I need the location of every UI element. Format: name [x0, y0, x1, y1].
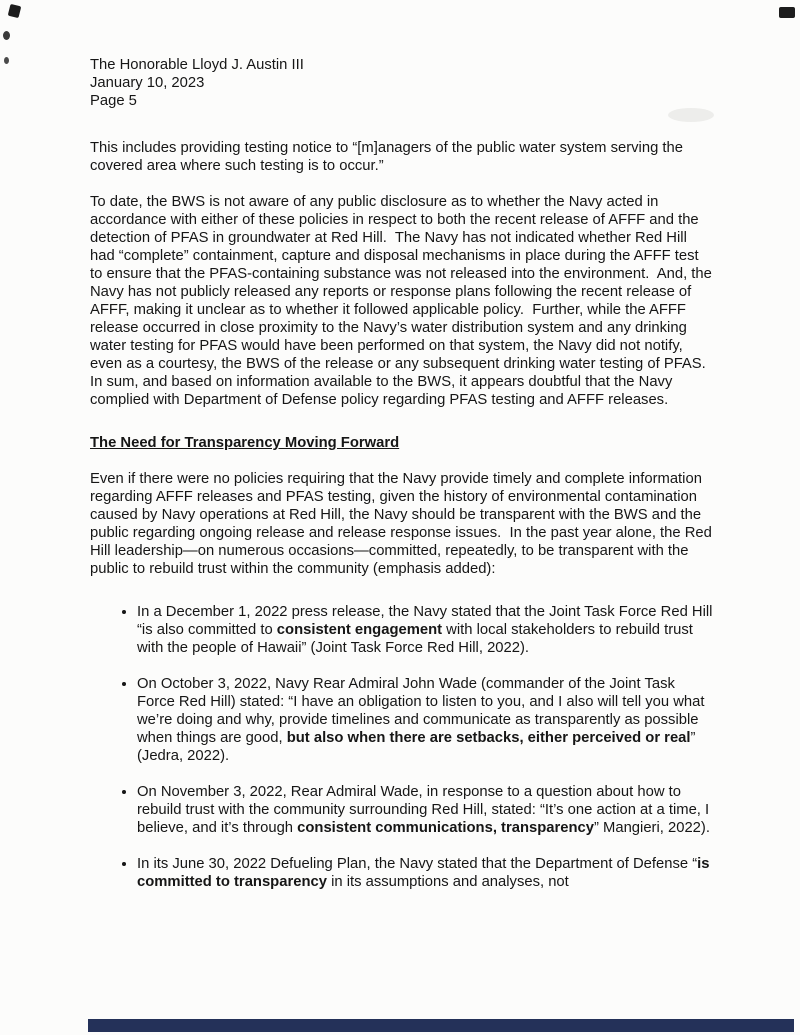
paragraph-testing-notice: This includes providing testing notice to “[m]anagers of the public water system serving the covered area where such testing is to occur.”	[90, 140, 688, 174]
letter-header	[90, 56, 714, 110]
page-number: Page 5	[90, 93, 137, 109]
scan-artifact-bottom-bar	[88, 1019, 794, 1032]
bullet-item-defueling-plan: • In its June 30, 2022 Defueling Plan, the Navy stated that the Department of Defense “is committed to transparency in its assumptions and analyses, not	[137, 855, 714, 891]
bullet-item-wade-november: • On November 3, 2022, Rear Admiral Wade, in response to a question about how to rebuild trust with the community surrounding Red Hill, stated: “It’s one action at a time, I believe, and it’s through consistent communications, transparency” Mangieri, 2022).	[137, 783, 714, 837]
date-line: January 10, 2023	[90, 75, 205, 91]
paragraph-bws-disclosure: To date, the BWS is not aware of any public disclosure as to whether the Navy acted in accordance with either of these policies in respect to both the recent release of AFFF and the detection of PFAS in groundwater at Red Hill. The Navy has not indicated whether Red Hill had “complete” containment, capture and disposal mechanisms in place during the AFFF test to ensure that the PFAS-containing substance was not released into the environment. And, the Navy has not publicly released any reports or response plans following the recent release of AFFF, making it unclear as to whether it followed applicable policy. Further, while the AFFF release occurred in close proximity to the Navy’s water distribution system and any drinking water testing for PFAS would have been performed on that system, the Navy did not notify, even as a courtesy, the BWS of the release or any subsequent drinking water testing of PFAS. In sum, and based on information available to the BWS, it appears doubtful that the Navy complied with Department of Defense policy regarding PFAS testing and AFFF releases.	[90, 194, 716, 408]
bullet-item-wade-october: • On October 3, 2022, Navy Rear Admiral John Wade (commander of the Joint Task Force Red Hill) stated: “I have an obligation to listen to you, and I also will tell you what we’re doing and why, provide timelines and communicate as transparently as possible when things are good, but also when there are setbacks, either perceived or real” (Jedra, 2022).	[137, 675, 714, 765]
paragraph-transparency-intro: Even if there were no policies requiring that the Navy provide timely and complete information regarding AFFF releases and PFAS testing, given the history of environmental contamination caused by Navy operations at Red Hill, the Navy should be transparent with the BWS and the public regarding ongoing release and release response issues. In the past year alone, the Red Hill leadership—on numerous occasions—committed, repeatedly, to be transparent with the public to rebuild trust within the community (emphasis added):	[90, 471, 716, 577]
recipient-line: The Honorable Lloyd J. Austin III	[90, 57, 304, 73]
scan-artifact-left-edge-2	[4, 57, 9, 64]
scan-artifact-top-right	[779, 7, 795, 18]
section-heading: The Need for Transparency Moving Forward	[90, 435, 400, 451]
bullet-list	[90, 603, 717, 891]
bullet-item-press-release: • In a December 1, 2022 press release, the Navy stated that the Joint Task Force Red Hill “is also committed to consistent engagement with local stakeholders to rebuild trust with the people of Hawaii” (Joint Task Force Red Hill, 2022).	[137, 603, 714, 657]
letter-content	[90, 56, 717, 891]
scan-artifact-top-left	[8, 4, 22, 18]
scan-artifact-left-edge	[3, 31, 10, 40]
